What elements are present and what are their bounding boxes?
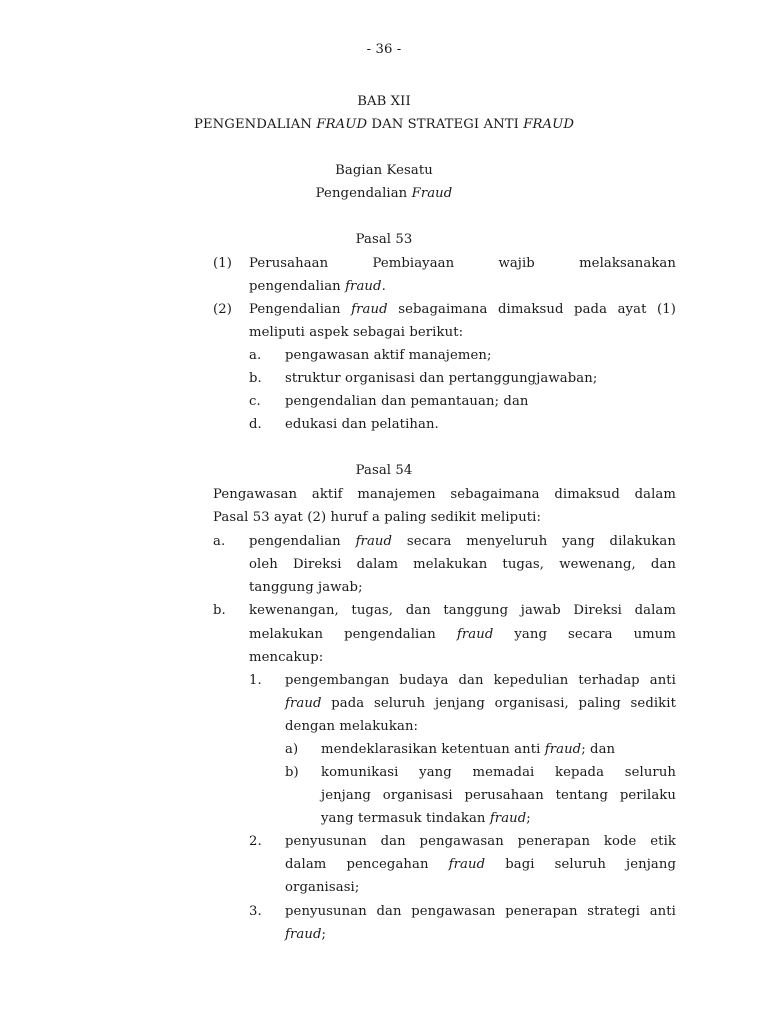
paragraph-line: jenjang organisasi perusahaan tentang perilaku [321,788,676,803]
part-title: Pengendalian Fraud [315,186,453,201]
paragraph-line: penyusunan dan pengawasan penerapan kode etik [285,834,676,849]
paragraph-line: meliputi aspek sebagai berikut: [249,325,464,340]
pasal-53-heading: Pasal 53 [355,232,413,247]
paragraph-line: fraud pada seluruh jenjang organisasi, paling sedikit [285,696,676,711]
paragraph-line: Pengawasan aktif manajemen sebagaimana dimaksud dalam [213,487,676,502]
paragraph-line: melakukan pengendalian fraud yang secara umum [249,627,676,642]
paragraph-line: mendeklarasikan ketentuan anti fraud; dan [321,742,616,757]
paragraph-line: pengendalian fraud. [249,279,386,294]
paragraph-line: fraud; [285,927,327,942]
paragraph-line: dengan melakukan: [285,719,419,734]
paragraph-line: komunikasi yang memadai kepada seluruh [321,765,676,780]
list-number: 2. [249,834,262,849]
item-number: (2) [213,302,232,317]
list-letter: b. [213,603,226,618]
list-number: 3. [249,904,262,919]
paragraph-line: Pasal 53 ayat (2) huruf a paling sedikit meliputi: [213,510,542,525]
part-label: Bagian Kesatu [335,163,433,178]
list-letter: a) [285,742,299,757]
item-number: (1) [213,256,232,271]
paragraph-line: mencakup: [249,650,324,665]
paragraph-line: tanggung jawab; [249,580,363,595]
list-letter: b) [285,765,299,780]
list-letter: a. [213,534,226,549]
list-letter: c. [249,394,261,409]
paragraph-line: pengendalian fraud secara menyeluruh yang dilakukan [249,534,676,549]
paragraph-line: dalam pencegahan fraud bagi seluruh jenjang [285,857,676,872]
paragraph-line: kewenangan, tugas, dan tanggung jawab Direksi dalam [249,603,676,618]
list-letter: b. [249,371,262,386]
paragraph-line: organisasi; [285,880,360,895]
pasal-54-heading: Pasal 54 [355,463,413,478]
list-item: struktur organisasi dan pertanggungjawaban; [285,371,598,386]
list-letter: a. [249,348,262,363]
paragraph-line: Pengendalian fraud sebagaimana dimaksud pada ayat (1) [249,302,676,317]
paragraph-line: penyusunan dan pengawasan penerapan strategi anti [285,904,676,919]
paragraph-line: Perusahaan Pembiayaan wajib melaksanakan [249,256,676,271]
list-letter: d. [249,417,262,432]
list-item: pengendalian dan pemantauan; dan [285,394,529,409]
page-number: - 36 - [366,42,402,57]
chapter-label: BAB XII [357,94,411,109]
paragraph-line: oleh Direksi dalam melakukan tugas, wewenang, dan [249,557,676,572]
list-item: pengawasan aktif manajemen; [285,348,492,363]
list-item: edukasi dan pelatihan. [285,417,439,432]
chapter-title: PENGENDALIAN FRAUD DAN STRATEGI ANTI FRAUD [193,117,575,132]
paragraph-line: yang termasuk tindakan fraud; [321,811,531,826]
list-number: 1. [249,673,262,688]
paragraph-line: pengembangan budaya dan kepedulian terhadap anti [285,673,676,688]
